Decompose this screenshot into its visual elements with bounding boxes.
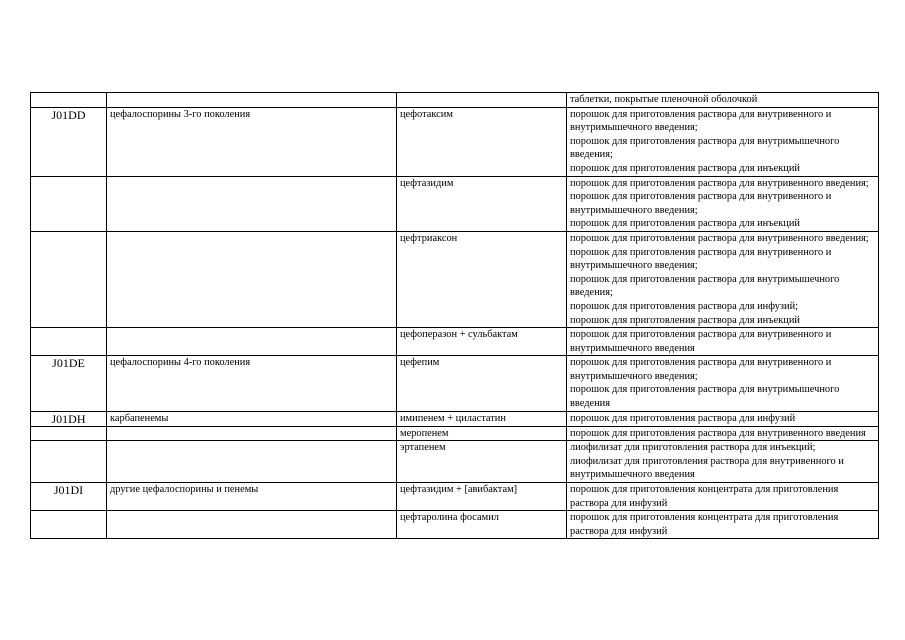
group-name-cell: цефалоспорины 4-го поколения bbox=[107, 356, 397, 411]
dosage-form-line: порошок для приготовления раствора для инфузий bbox=[570, 412, 796, 424]
drug-name-cell: цефепим bbox=[397, 356, 567, 411]
group-name-cell bbox=[107, 328, 397, 356]
atc-code-cell: J01DH bbox=[31, 411, 107, 426]
dosage-form-line: лиофилизат для приготовления раствора для внутривенного и внутримышечного введения bbox=[570, 455, 844, 481]
dosage-forms-cell bbox=[567, 231, 879, 327]
table-row bbox=[31, 231, 879, 327]
table-body bbox=[31, 93, 879, 539]
dosage-forms-cell bbox=[567, 328, 879, 356]
drug-table bbox=[30, 92, 879, 539]
dosage-forms-cell bbox=[567, 483, 879, 511]
group-name-cell bbox=[107, 176, 397, 231]
dosage-form-line: порошок для приготовления раствора для внутримышечного введения; bbox=[570, 273, 840, 299]
dosage-form-line: порошок для приготовления раствора для внутривенного и внутримышечного введения; bbox=[570, 191, 832, 216]
dosage-forms-cell bbox=[567, 511, 879, 539]
drug-name-cell: цефоперазон + сульбактам bbox=[397, 328, 567, 356]
atc-code-cell bbox=[31, 426, 107, 441]
drug-name-cell: имипенем + циластатин bbox=[397, 411, 567, 426]
dosage-forms-cell bbox=[567, 441, 879, 483]
table-row bbox=[31, 483, 879, 511]
drug-name-cell: цефтазидим bbox=[397, 176, 567, 231]
group-name-cell bbox=[107, 426, 397, 441]
dosage-form-line: порошок для приготовления раствора для внутривенного введения; bbox=[570, 232, 869, 244]
dosage-form-line: порошок для приготовления раствора для внутривенного введения bbox=[570, 427, 866, 439]
group-name-cell: другие цефалоспорины и пенемы bbox=[107, 483, 397, 511]
dosage-form-line: порошок для приготовления раствора для внутривенного и внутримышечного введения bbox=[570, 329, 832, 354]
drug-name-cell: цефтазидим + [авибактам] bbox=[397, 483, 567, 511]
table-row bbox=[31, 511, 879, 539]
drug-name-cell: меропенем bbox=[397, 426, 567, 441]
group-name-cell bbox=[107, 511, 397, 539]
table-row bbox=[31, 328, 879, 356]
dosage-form-line: лиофилизат для приготовления раствора для инъекций; bbox=[570, 442, 816, 454]
atc-code-cell: J01DD bbox=[31, 107, 107, 176]
group-name-cell: цефалоспорины 3-го поколения bbox=[107, 107, 397, 176]
dosage-forms-cell bbox=[567, 176, 879, 231]
dosage-form-line: порошок для приготовления концентрата для приготовления раствора для инфузий bbox=[570, 484, 839, 509]
dosage-forms-cell bbox=[567, 107, 879, 176]
group-name-cell bbox=[107, 231, 397, 327]
dosage-forms-cell bbox=[567, 93, 879, 108]
table-row bbox=[31, 411, 879, 426]
atc-code-cell bbox=[31, 93, 107, 108]
table-row bbox=[31, 356, 879, 411]
drug-name-cell: цефотаксим bbox=[397, 107, 567, 176]
drug-name-cell bbox=[397, 93, 567, 108]
atc-code-cell bbox=[31, 231, 107, 327]
dosage-form-line: порошок для приготовления раствора для внутривенного и внутримышечного введения; bbox=[570, 108, 832, 134]
dosage-form-line: порошок для приготовления раствора для внутривенного и внутримышечного введения; bbox=[570, 246, 832, 272]
drug-name-cell: эртапенем bbox=[397, 441, 567, 483]
atc-code-cell bbox=[31, 328, 107, 356]
dosage-form-line: порошок для приготовления раствора для внутримышечного введения; bbox=[570, 135, 840, 161]
drug-name-cell: цефтаролина фосамил bbox=[397, 511, 567, 539]
table-row bbox=[31, 426, 879, 441]
drug-name-cell: цефтриаксон bbox=[397, 231, 567, 327]
table-row bbox=[31, 441, 879, 483]
atc-code-cell: J01DE bbox=[31, 356, 107, 411]
atc-code-cell: J01DI bbox=[31, 483, 107, 511]
dosage-forms-cell bbox=[567, 426, 879, 441]
dosage-forms-cell bbox=[567, 411, 879, 426]
group-name-cell bbox=[107, 93, 397, 108]
dosage-forms-cell bbox=[567, 356, 879, 411]
dosage-form-line: порошок для приготовления раствора для внутримышечного введения bbox=[570, 384, 840, 410]
dosage-form-line: порошок для приготовления концентрата для приготовления раствора для инфузий bbox=[570, 512, 839, 537]
dosage-form-line: порошок для приготовления раствора для инъекций bbox=[570, 218, 800, 230]
dosage-form-line: порошок для приготовления раствора для инъекций bbox=[570, 314, 800, 326]
atc-code-cell bbox=[31, 511, 107, 539]
group-name-cell bbox=[107, 441, 397, 483]
atc-code-cell bbox=[31, 441, 107, 483]
table-row bbox=[31, 107, 879, 176]
dosage-form-line: порошок для приготовления раствора для внутривенного введения; bbox=[570, 177, 869, 189]
dosage-form-line: таблетки, покрытые пленочной оболочкой bbox=[570, 94, 758, 105]
atc-code-cell bbox=[31, 176, 107, 231]
dosage-form-line: порошок для приготовления раствора для инфузий; bbox=[570, 300, 799, 312]
dosage-form-line: порошок для приготовления раствора для внутривенного и внутримышечного введения; bbox=[570, 357, 832, 382]
group-name-cell: карбапенемы bbox=[107, 411, 397, 426]
table-row bbox=[31, 176, 879, 231]
table-row bbox=[31, 93, 879, 108]
dosage-form-line: порошок для приготовления раствора для инъекций bbox=[570, 162, 800, 174]
